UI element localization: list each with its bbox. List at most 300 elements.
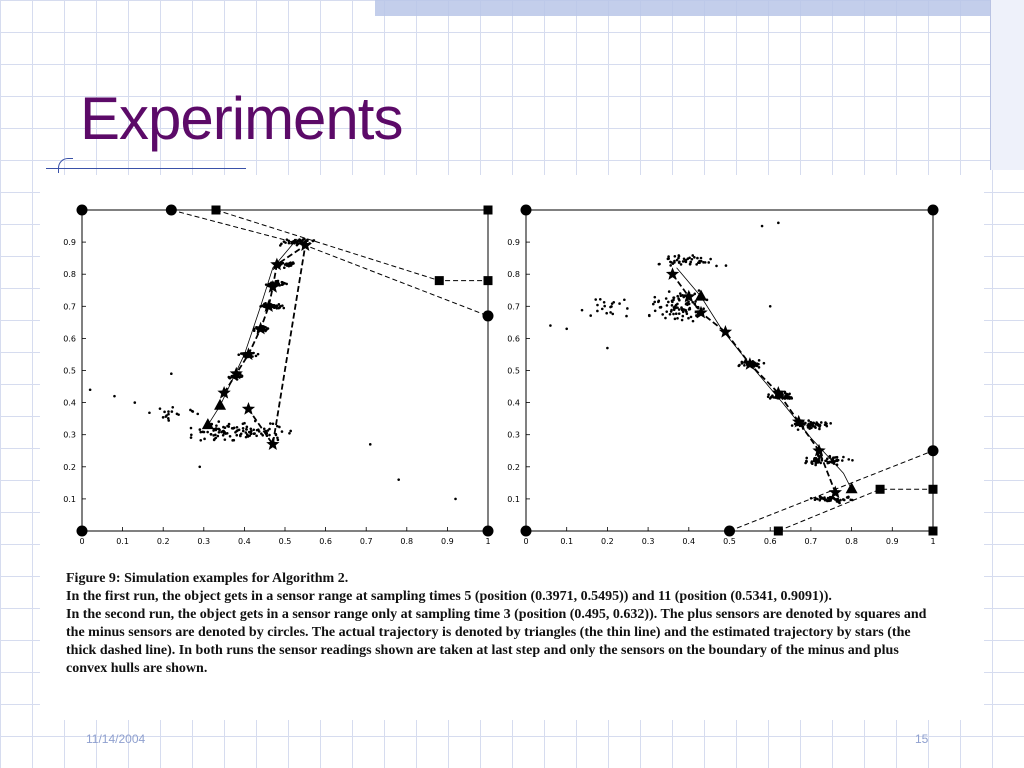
sensor-reading-point (240, 352, 243, 355)
sensor-reading-point (686, 312, 689, 315)
sensor-reading-point (689, 261, 692, 264)
sensor-reading-point (696, 257, 699, 260)
x-tick-label: 0.5 (723, 537, 736, 546)
caption-line-2: In the first run, the object gets in a sensor range at sampling times 5 (position (0.3971, 0.5495)) and 11 (position (0.5341, 0.9091)). (66, 589, 832, 604)
x-tick-label: 0.1 (560, 537, 574, 546)
sensor-reading-point (369, 443, 372, 446)
sensor-reading-point (163, 411, 166, 414)
sensor-reading-point (199, 439, 202, 442)
sensor-reading-point (231, 439, 234, 442)
sensor-reading-point (260, 432, 263, 435)
sensor-reading-point (648, 315, 651, 318)
sensor-reading-point (612, 301, 615, 304)
plot-2 (507, 205, 938, 547)
sensor-reading-point (825, 425, 828, 428)
y-tick-label: 0.5 (63, 366, 76, 376)
sensor-reading-point (684, 309, 687, 312)
x-tick-label: 0.8 (400, 537, 414, 546)
sensor-reading-point (849, 499, 852, 502)
minus-sensor-circle (724, 526, 735, 537)
sensor-reading-point (170, 372, 173, 375)
estimated-trajectory-line (673, 274, 836, 492)
sensor-reading-point (218, 431, 221, 434)
sensor-reading-point (625, 315, 628, 318)
sensor-reading-point (283, 240, 286, 243)
sensor-reading-point (213, 439, 216, 442)
sensor-reading-point (282, 307, 285, 310)
x-tick-label: 0.4 (682, 537, 696, 546)
sensor-reading-point (785, 394, 788, 397)
x-tick-label: 0.4 (238, 537, 251, 546)
sensor-reading-point (664, 317, 667, 320)
title-underline (46, 168, 246, 169)
sensor-reading-point (828, 500, 831, 503)
sensor-reading-point (691, 254, 694, 257)
sensor-reading-point (673, 260, 676, 263)
sensor-reading-point (709, 258, 712, 261)
x-tick-label: 1 (930, 537, 936, 546)
x-tick-label: 0.5 (278, 537, 292, 546)
sensor-reading-point (198, 466, 201, 469)
sensor-reading-point (287, 263, 290, 266)
sensor-reading-point (89, 388, 92, 391)
sensor-reading-point (240, 375, 243, 378)
sensor-reading-point (810, 423, 813, 426)
sensor-reading-point (818, 424, 821, 427)
plus-sensor-square (484, 276, 493, 285)
sensor-reading-point (672, 299, 675, 302)
x-tick-label: 0.9 (885, 537, 899, 546)
sensor-reading-point (654, 309, 657, 312)
sensor-reading-point (666, 304, 669, 307)
sensor-reading-point (671, 304, 674, 307)
sensor-reading-point (253, 329, 256, 332)
sensor-reading-point (810, 461, 813, 464)
sensor-reading-point (818, 460, 821, 463)
x-tick-label: 1 (485, 537, 491, 546)
sensor-reading-point (767, 393, 770, 396)
sensor-reading-point (816, 423, 819, 426)
sensor-reading-point (836, 459, 839, 462)
sensor-reading-point (603, 301, 606, 304)
sensor-reading-point (245, 428, 248, 431)
sensor-reading-point (674, 255, 677, 258)
sensor-reading-point (224, 438, 227, 441)
figure-plots (40, 175, 984, 565)
sensor-reading-point (231, 427, 234, 430)
sensor-reading-point (816, 498, 819, 501)
sensor-reading-point (218, 429, 221, 432)
sensor-reading-point (668, 290, 671, 293)
minus-sensor-circle (483, 310, 494, 321)
sensor-reading-point (784, 392, 787, 395)
sensor-reading-point (171, 410, 174, 413)
sensor-reading-point (788, 397, 791, 400)
plot-frame (526, 210, 933, 531)
sensor-reading-point (252, 428, 255, 431)
sensor-reading-point (249, 427, 252, 430)
sensor-reading-point (269, 422, 272, 425)
sensor-reading-point (565, 327, 568, 330)
y-tick-label: 0.3 (507, 430, 520, 440)
sensor-reading-point (255, 355, 258, 358)
sensor-reading-point (199, 428, 202, 431)
x-tick-label: 0 (79, 537, 85, 546)
sensor-reading-point (678, 261, 681, 264)
sensor-reading-point (679, 292, 682, 295)
sensor-reading-point (235, 434, 238, 437)
sensor-reading-point (214, 437, 217, 440)
sensor-reading-point (687, 317, 690, 320)
sensor-reading-point (113, 395, 116, 398)
sensor-reading-point (841, 459, 844, 462)
sensor-reading-point (289, 430, 292, 433)
sensor-reading-point (803, 423, 806, 426)
x-tick-label: 0.7 (359, 537, 373, 546)
sensor-reading-point (279, 244, 282, 247)
x-tick-label: 0.3 (197, 537, 211, 546)
sensor-reading-point (256, 429, 259, 432)
sensor-reading-point (681, 315, 684, 318)
sensor-reading-point (277, 439, 280, 442)
sensor-reading-point (690, 316, 693, 319)
sensor-reading-point (599, 298, 602, 301)
sensor-reading-point (611, 313, 614, 316)
x-tick-label: 0.6 (763, 537, 777, 546)
sensor-reading-point (725, 264, 728, 267)
plus-sensor-square (929, 527, 938, 536)
sensor-reading-point (549, 324, 552, 327)
sensor-reading-point (687, 300, 690, 303)
x-tick-label: 0 (523, 537, 529, 546)
sensor-reading-point (148, 411, 151, 414)
y-tick-label: 0.4 (507, 398, 520, 408)
sensor-reading-point (165, 415, 168, 418)
sensor-reading-point (281, 430, 284, 433)
sensor-reading-point (281, 304, 284, 307)
sensor-reading-point (678, 299, 681, 302)
x-tick-label: 0.1 (116, 537, 129, 546)
sensor-reading-point (167, 419, 170, 422)
sensor-reading-point (283, 282, 286, 285)
sensor-reading-point (825, 459, 828, 462)
y-tick-label: 0.9 (63, 238, 76, 248)
sensor-reading-point (675, 312, 678, 315)
sensor-reading-point (741, 361, 744, 364)
sensor-reading-point (226, 425, 229, 428)
sensor-reading-point (609, 306, 612, 309)
sensor-reading-point (665, 310, 668, 313)
x-tick-label: 0.9 (441, 537, 454, 546)
sensor-reading-point (676, 295, 679, 298)
plus-sensor-square (211, 206, 220, 215)
sensor-reading-point (235, 430, 238, 433)
sensor-reading-point (215, 424, 218, 427)
sensor-reading-point (162, 416, 165, 419)
minus-sensor-circle (77, 205, 88, 216)
sensor-reading-point (691, 258, 694, 261)
sensor-reading-point (828, 497, 831, 500)
actual-position-triangle (846, 482, 858, 493)
estimated-position-star (242, 347, 255, 360)
sensor-reading-point (669, 261, 672, 264)
sensor-reading-point (299, 240, 302, 243)
minus-sensor-circle (928, 205, 939, 216)
sensor-reading-point (133, 401, 136, 404)
sensor-reading-point (682, 311, 685, 314)
sensor-reading-point (715, 265, 718, 268)
y-tick-label: 0.7 (507, 302, 520, 312)
sensor-reading-point (171, 406, 174, 409)
footer-page-number: 15 (915, 732, 929, 746)
sensor-reading-point (284, 263, 287, 266)
sensor-reading-point (245, 436, 248, 439)
sensor-reading-point (674, 318, 677, 321)
sensor-reading-point (815, 461, 818, 464)
actual-position-triangle (214, 399, 226, 410)
sensor-reading-point (770, 396, 773, 399)
sensor-reading-point (236, 426, 239, 429)
sensor-reading-point (692, 320, 695, 323)
sensor-reading-point (626, 307, 629, 310)
estimated-position-star (262, 299, 275, 312)
sensor-reading-point (674, 305, 677, 308)
sensor-reading-point (678, 255, 681, 258)
sensor-reading-point (769, 305, 772, 308)
sensor-reading-point (246, 433, 249, 436)
sensor-reading-point (214, 433, 217, 436)
sensor-reading-point (805, 457, 808, 460)
y-tick-label: 0.4 (63, 398, 76, 408)
sensor-reading-point (618, 302, 621, 305)
sensor-reading-point (273, 306, 276, 309)
sensor-reading-point (702, 307, 705, 310)
sensor-reading-point (835, 498, 838, 501)
sensor-reading-point (777, 222, 780, 225)
sensor-reading-point (851, 459, 854, 462)
plus-sensor-square (484, 206, 493, 215)
sensor-reading-point (652, 303, 655, 306)
sensor-reading-point (244, 431, 247, 434)
sensor-reading-point (257, 353, 260, 356)
estimated-trajectory-line (224, 245, 305, 444)
estimated-position-star (242, 402, 255, 415)
sensor-reading-point (814, 498, 817, 501)
sensor-reading-point (738, 364, 741, 367)
sensor-reading-point (191, 410, 194, 413)
sensor-reading-point (820, 421, 823, 424)
sensor-reading-point (820, 496, 823, 499)
sensor-reading-point (698, 261, 701, 264)
hull-boundary-line (778, 489, 933, 531)
sensor-reading-point (159, 407, 162, 410)
sensor-reading-point (288, 242, 291, 245)
x-tick-label: 0.6 (319, 537, 332, 546)
sensor-reading-point (743, 364, 746, 367)
sensor-reading-point (807, 426, 810, 429)
sensor-reading-point (660, 306, 663, 309)
sensor-reading-point (603, 305, 606, 308)
title-decoration (58, 158, 73, 173)
caption-line-3: In the second run, the object gets in a sensor range only at sampling time 3 (position (0.495, 0.632)). The plus sensors are denoted by squares and the minus sensors are denoted by circles. The actual trajectory is denoted by triangles (the thin line) and the estimated trajectory by stars (the thick dashed line). In both runs the sensor readings shown are taken at last step and only the sensors on the boundary of the minus and plus convex hulls are shown. (66, 607, 927, 676)
sensor-reading-point (681, 319, 684, 322)
sensor-reading-point (847, 496, 850, 499)
sensor-reading-point (678, 312, 681, 315)
sensor-reading-point (805, 460, 808, 463)
hull-boundary-line (171, 210, 488, 316)
sensor-reading-point (797, 428, 800, 431)
sensor-reading-point (454, 498, 457, 501)
sensor-reading-point (601, 308, 604, 311)
sensor-reading-point (761, 225, 764, 228)
y-tick-label: 0.1 (63, 494, 76, 504)
y-tick-label: 0.7 (63, 302, 76, 312)
sensor-reading-point (847, 458, 850, 461)
sensor-reading-point (828, 461, 831, 464)
sensor-reading-point (700, 257, 703, 260)
y-tick-label: 0.6 (507, 334, 520, 344)
sensor-reading-point (672, 296, 675, 299)
sensor-reading-point (836, 456, 839, 459)
sensor-reading-point (226, 432, 229, 435)
plus-sensor-square (876, 485, 885, 494)
sensor-reading-point (267, 327, 270, 330)
sensor-reading-point (596, 310, 599, 313)
sensor-reading-point (689, 308, 692, 311)
sensor-reading-point (657, 300, 660, 303)
sensor-reading-point (667, 301, 670, 304)
sensor-reading-point (240, 432, 243, 435)
sensor-reading-point (217, 420, 220, 423)
sensor-reading-point (838, 500, 841, 503)
sensor-reading-point (581, 309, 584, 312)
sensor-reading-point (268, 428, 271, 431)
y-tick-label: 0.3 (63, 430, 76, 440)
sensor-reading-point (313, 239, 316, 242)
sensor-reading-point (818, 428, 821, 431)
slide-title: Experiments (80, 85, 403, 152)
sensor-reading-point (288, 432, 291, 435)
sensor-reading-point (763, 362, 766, 365)
sensor-reading-point (843, 499, 846, 502)
sensor-reading-point (246, 426, 249, 429)
sensor-reading-point (217, 435, 220, 438)
sensor-reading-point (190, 436, 193, 439)
sensor-reading-point (684, 260, 687, 263)
minus-sensor-circle (928, 445, 939, 456)
footer-date: 11/14/2004 (86, 732, 146, 746)
sensor-reading-point (196, 413, 199, 416)
y-tick-label: 0.6 (63, 334, 76, 344)
sensor-reading-point (669, 264, 672, 267)
sensor-reading-point (281, 283, 284, 286)
sensor-reading-point (268, 434, 271, 437)
sensor-reading-point (275, 304, 278, 307)
sensor-reading-point (814, 425, 817, 428)
sensor-reading-point (688, 256, 691, 259)
sensor-reading-point (686, 303, 689, 306)
sensor-reading-point (206, 431, 209, 434)
plot-1 (63, 205, 493, 547)
x-tick-label: 0.2 (601, 537, 614, 546)
sensor-reading-point (669, 313, 672, 316)
sensor-reading-point (810, 427, 813, 430)
sensor-reading-point (238, 428, 241, 431)
sensor-reading-point (210, 433, 213, 436)
sensor-reading-point (667, 257, 670, 260)
sensor-reading-point (296, 244, 299, 247)
sensor-reading-point (243, 422, 246, 425)
sensor-reading-point (248, 434, 251, 437)
sensor-reading-point (201, 431, 204, 434)
sensor-reading-point (818, 499, 821, 502)
sensor-reading-point (283, 266, 286, 269)
sensor-reading-point (237, 353, 240, 356)
sensor-reading-point (702, 261, 705, 264)
minus-sensor-circle (166, 205, 177, 216)
y-tick-label: 0.2 (507, 462, 520, 472)
figure-caption (66, 570, 942, 678)
sensor-reading-point (661, 313, 664, 316)
sensor-reading-point (301, 240, 304, 243)
minus-sensor-circle (521, 526, 532, 537)
sensor-reading-point (658, 263, 661, 266)
sensor-reading-point (248, 431, 251, 434)
sensor-reading-point (594, 298, 597, 301)
sensor-reading-point (176, 413, 179, 416)
sensor-reading-point (680, 307, 683, 310)
header-side-bar (990, 0, 1024, 170)
sensor-reading-point (807, 419, 810, 422)
sensor-reading-point (812, 422, 815, 425)
y-tick-label: 0.8 (63, 270, 76, 280)
sensor-reading-point (255, 434, 258, 437)
sensor-reading-point (589, 314, 592, 317)
sensor-reading-point (813, 460, 816, 463)
caption-line-1: Figure 9: Simulation examples for Algorithm 2. (66, 571, 349, 586)
y-tick-label: 0.9 (507, 238, 520, 248)
x-tick-label: 0.7 (804, 537, 818, 546)
sensor-reading-point (167, 410, 170, 413)
sensor-reading-point (263, 428, 266, 431)
x-tick-label: 0.3 (641, 537, 655, 546)
sensor-reading-point (680, 263, 683, 266)
plus-sensor-square (929, 485, 938, 494)
sensor-reading-point (242, 430, 245, 433)
sensor-reading-point (842, 456, 845, 459)
sensor-reading-point (814, 464, 817, 467)
estimated-position-star (254, 322, 267, 335)
y-tick-label: 0.2 (63, 462, 76, 472)
sensor-reading-point (707, 261, 710, 264)
hull-boundary-line (216, 210, 488, 281)
sensor-reading-point (278, 426, 281, 429)
sensor-reading-point (672, 313, 675, 316)
sensor-reading-point (755, 363, 758, 366)
sensor-reading-point (596, 304, 599, 307)
sensor-reading-point (698, 289, 701, 292)
sensor-reading-point (829, 422, 832, 425)
estimated-position-star (719, 325, 732, 338)
sensor-reading-point (814, 457, 817, 460)
sensor-reading-point (277, 282, 280, 285)
sensor-reading-point (264, 329, 267, 332)
sensor-reading-point (767, 395, 770, 398)
y-tick-label: 0.8 (507, 270, 520, 280)
sensor-reading-point (253, 432, 256, 435)
sensor-reading-point (190, 434, 193, 437)
minus-sensor-circle (77, 526, 88, 537)
